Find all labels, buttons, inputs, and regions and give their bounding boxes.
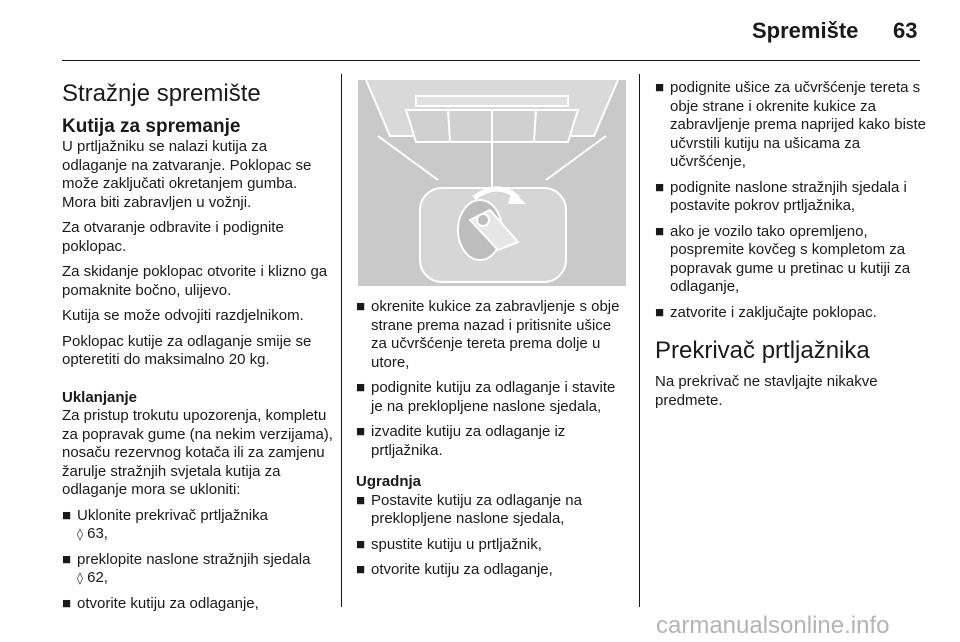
list-item-text: izvadite kutiju za odlaganje iz prtljažnika. bbox=[371, 423, 566, 459]
list-item bbox=[655, 223, 927, 297]
bullet-icon: ■ bbox=[655, 303, 665, 321]
bullet-icon: ■ bbox=[62, 506, 72, 524]
list-item bbox=[356, 561, 626, 580]
list-item bbox=[356, 298, 626, 372]
list-item bbox=[655, 304, 927, 323]
bullet-icon: ■ bbox=[356, 379, 366, 396]
header-rule bbox=[62, 60, 920, 61]
column-2 bbox=[356, 298, 626, 587]
install-list bbox=[356, 492, 626, 580]
paragraph: Za skidanje poklopac otvorite i klizno ga pomaknite bočno, ulijevo. bbox=[62, 263, 328, 299]
list-item bbox=[356, 379, 626, 416]
list-item-text: ako je vozilo tako opremljeno, pospremite kovčeg s kompletom za popravak gume u pretinac u kutiji za odlaganje, bbox=[670, 222, 911, 295]
list-item-text: podignite kutiju za odlaganje i stavite je na preklopljene naslone sjedala, bbox=[371, 379, 616, 415]
list-item-text: otvorite kutiju za odlaganje, bbox=[77, 594, 259, 612]
bullet-icon: ■ bbox=[62, 550, 72, 568]
subsection-title-storage-box: Kutija za spremanje bbox=[62, 116, 241, 137]
removal-intro: Za pristup trokutu upozorenja, kompletu za popravak gume (na nekim verzijama), nosaču rezervnog kotača ili za zamjenu žarulje stražnjih svjetala kutija za odlaganje mora se ukloniti: bbox=[62, 407, 333, 498]
page-number: 63 bbox=[893, 18, 918, 43]
list-item bbox=[62, 551, 334, 588]
list-item-text: podignite ušice za učvršćenje tereta s obje strane i okrenite kukice za zabravljenje prema naprijed kako biste učvrstili kutiju na ušicama za učvršćenje, bbox=[670, 79, 926, 170]
cross-reference-link[interactable]: 62, bbox=[87, 569, 108, 586]
bullet-icon: ■ bbox=[356, 561, 366, 578]
storage-box-illustration bbox=[358, 80, 626, 286]
column-3 bbox=[655, 79, 927, 417]
bullet-icon: ■ bbox=[655, 178, 665, 196]
list-item-text: otvorite kutiju za odlaganje, bbox=[371, 561, 553, 578]
install-list-continued bbox=[655, 79, 927, 322]
list-item bbox=[655, 179, 927, 216]
list-item-text: zatvorite i zaključajte poklopac. bbox=[670, 303, 877, 321]
bullet-icon: ■ bbox=[356, 423, 366, 440]
install-heading: Ugradnja bbox=[356, 473, 422, 490]
list-item bbox=[356, 536, 626, 555]
list-item-text: preklopite naslone stražnjih sjedala bbox=[77, 550, 311, 568]
bullet-icon: ■ bbox=[356, 535, 366, 553]
column-divider-left bbox=[341, 74, 342, 607]
paragraph: U prtljažniku se nalazi kutija za odlaganje na zatvaranje. Poklopac se može zaključati okretanjem gumba. Mora biti zabravljen u vožnji. bbox=[62, 138, 312, 211]
list-item bbox=[356, 423, 626, 460]
list-item-text: spustite kutiju u prtljažnik, bbox=[371, 535, 542, 553]
cross-reference-link[interactable]: 63, bbox=[87, 525, 108, 542]
list-item bbox=[62, 507, 334, 544]
bullet-icon: ■ bbox=[356, 298, 366, 315]
column-divider-right bbox=[639, 74, 640, 607]
list-item bbox=[356, 492, 626, 529]
section-title-load-cover: Prekrivač prtljažnika bbox=[655, 337, 870, 364]
list-item bbox=[62, 595, 334, 614]
bullet-icon: ■ bbox=[62, 594, 72, 612]
paragraph: Za otvaranje odbravite i podignite poklopac. bbox=[62, 219, 284, 255]
trunk-storage-box-drawing bbox=[358, 80, 626, 286]
removal-list-continued bbox=[356, 298, 626, 460]
bullet-icon: ■ bbox=[655, 79, 665, 96]
page-header-title: Spremište bbox=[752, 18, 859, 43]
removal-heading: Uklanjanje bbox=[62, 388, 138, 406]
list-item-text: podignite naslone stražnjih sjedala i postavite pokrov prtljažnika, bbox=[670, 178, 907, 214]
list-item bbox=[655, 79, 927, 172]
cross-reference-icon: ◊ bbox=[77, 527, 83, 541]
bullet-icon: ■ bbox=[356, 491, 366, 509]
paragraph: Kutija se može odvojiti razdjelnikom. bbox=[62, 307, 304, 324]
list-item-text: Uklonite prekrivač prtljažnika bbox=[77, 506, 268, 524]
removal-list bbox=[62, 507, 334, 614]
paragraph: Na prekrivač ne stavljajte nikakve predmete. bbox=[655, 373, 878, 409]
watermark: carmanualsonline.info bbox=[656, 612, 890, 639]
list-item-text: okrenite kukice za zabravljenje s obje strane prema nazad i pritisnite ušice za učvršćenje tereta prema dolje u utore, bbox=[371, 298, 620, 371]
bullet-icon: ■ bbox=[655, 222, 665, 240]
list-item-text: Postavite kutiju za odlaganje na preklopljene naslone sjedala, bbox=[371, 491, 582, 527]
section-title-rear-storage: Stražnje spremište bbox=[62, 80, 261, 107]
paragraph: Poklopac kutije za odlaganje smije se opteretiti do maksimalno 20 kg. bbox=[62, 332, 312, 368]
column-1 bbox=[62, 80, 334, 620]
cross-reference-icon: ◊ bbox=[77, 571, 83, 585]
